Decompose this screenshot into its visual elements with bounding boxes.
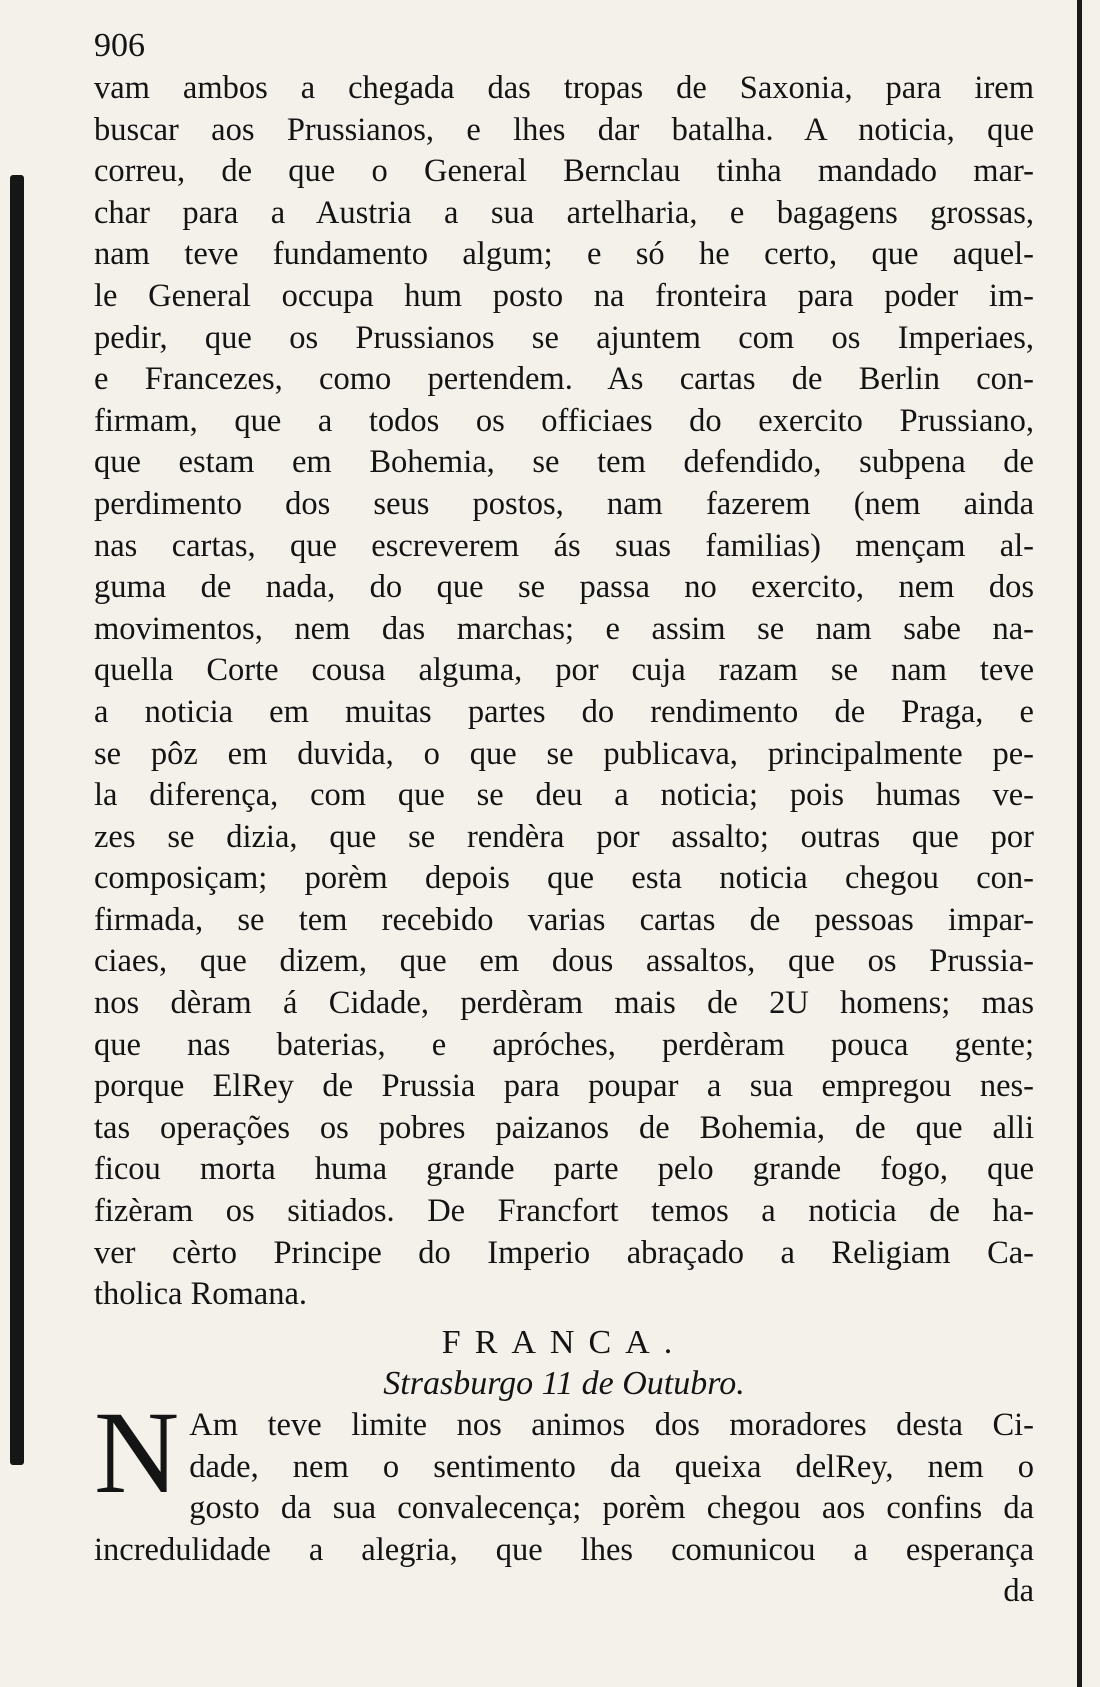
text-line: movimentos, nem das marchas; e assim se nam sabe na- xyxy=(94,610,1034,647)
text-line: la diferença, com que se deu a noticia; pois humas ve- xyxy=(94,777,1034,814)
binding-shadow-left xyxy=(10,175,24,1465)
text-line: zes se dizia, que se rendèra por assalto; outras que por xyxy=(94,818,1034,855)
text-line: buscar aos Prussianos, e lhes dar batalha. A noticia, que xyxy=(94,111,1034,148)
text-line: nam teve fundamento algum; e só he certo, que aquel- xyxy=(94,236,1034,273)
text-line: nas cartas, que escreverem ás suas familias) mençam al- xyxy=(94,527,1034,564)
text-line: tas operações os pobres paizanos de Bohemia, de que alli xyxy=(94,1109,1034,1146)
text-line: char para a Austria a sua artelharia, e bagagens grossas, xyxy=(94,194,1034,231)
dateline: Strasburgo 11 de Outubro. xyxy=(383,1365,745,1403)
paragraph-2 xyxy=(94,1387,1034,1571)
text-line: vam ambos a chegada das tropas de Saxonia, para irem xyxy=(94,70,1034,106)
body-text xyxy=(94,26,1034,1613)
text-line: que nas baterias, e apróches, perdèram pouca gente; xyxy=(94,1026,1034,1063)
text-line-last: tholica Romana. xyxy=(94,1276,307,1313)
text-line: ciaes, que dizem, que em dous assaltos, que os Prussia- xyxy=(94,943,1034,980)
text-line: correu, de que o General Bernclau tinha mandado mar- xyxy=(94,153,1034,190)
text-line: se pôz em duvida, o que se publicava, principalmente pe- xyxy=(94,735,1034,772)
text-line: gosto da sua convalecença; porèm chegou aos confins da xyxy=(189,1490,1034,1527)
paragraph-1 xyxy=(94,68,1034,1316)
text-line: composiçam; porèm depois que esta noticia chegou con- xyxy=(94,860,1034,897)
text-line: le General occupa hum posto na fronteira para poder im- xyxy=(94,277,1034,314)
page-number: 906 xyxy=(94,27,145,64)
text-line: a noticia em muitas partes do rendimento de Praga, e xyxy=(94,693,1034,730)
text-line: firmada, se tem recebido varias cartas de pessoas impar- xyxy=(94,901,1034,938)
text-line: Am teve limite nos animos dos moradores desta Ci- xyxy=(189,1407,1034,1443)
catchword: da xyxy=(1003,1573,1034,1610)
text-line: incredulidade a alegria, que lhes comunicou a esperança xyxy=(94,1531,1034,1568)
text-line: firmam, que a todos os officiaes do exercito Prussiano, xyxy=(94,402,1034,439)
drop-cap: N xyxy=(94,1387,180,1518)
text-line: nos dèram á Cidade, perdèram mais de 2U homens; mas xyxy=(94,985,1034,1022)
text-line: e Francezes, como pertendem. As cartas de Berlin con- xyxy=(94,361,1034,398)
text-line: porque ElRey de Prussia para poupar a sua empregou nes- xyxy=(94,1068,1034,1105)
text-line: quella Corte cousa alguma, por cuja razam se nam teve xyxy=(94,652,1034,689)
text-line: pedir, que os Prussianos se ajuntem com os Imperiaes, xyxy=(94,319,1034,356)
section-heading: FRANCA. xyxy=(441,1323,687,1361)
text-line: perdimento dos seus postos, nam fazerem (nem ainda xyxy=(94,485,1034,522)
page-edge-right xyxy=(1077,0,1082,1687)
text-line: fizèram os sitiados. De Francfort temos a noticia de ha- xyxy=(94,1193,1034,1230)
text-line: guma de nada, do que se passa no exercito, nem dos xyxy=(94,569,1034,606)
text-line: dade, nem o sentimento da queixa delRey, nem o xyxy=(189,1448,1034,1485)
text-line: ficou morta huma grande parte pelo grande fogo, que xyxy=(94,1151,1034,1188)
text-line: que estam em Bohemia, se tem defendido, subpena de xyxy=(94,444,1034,481)
text-line: ver cèrto Principe do Imperio abraçado a Religiam Ca- xyxy=(94,1234,1034,1271)
